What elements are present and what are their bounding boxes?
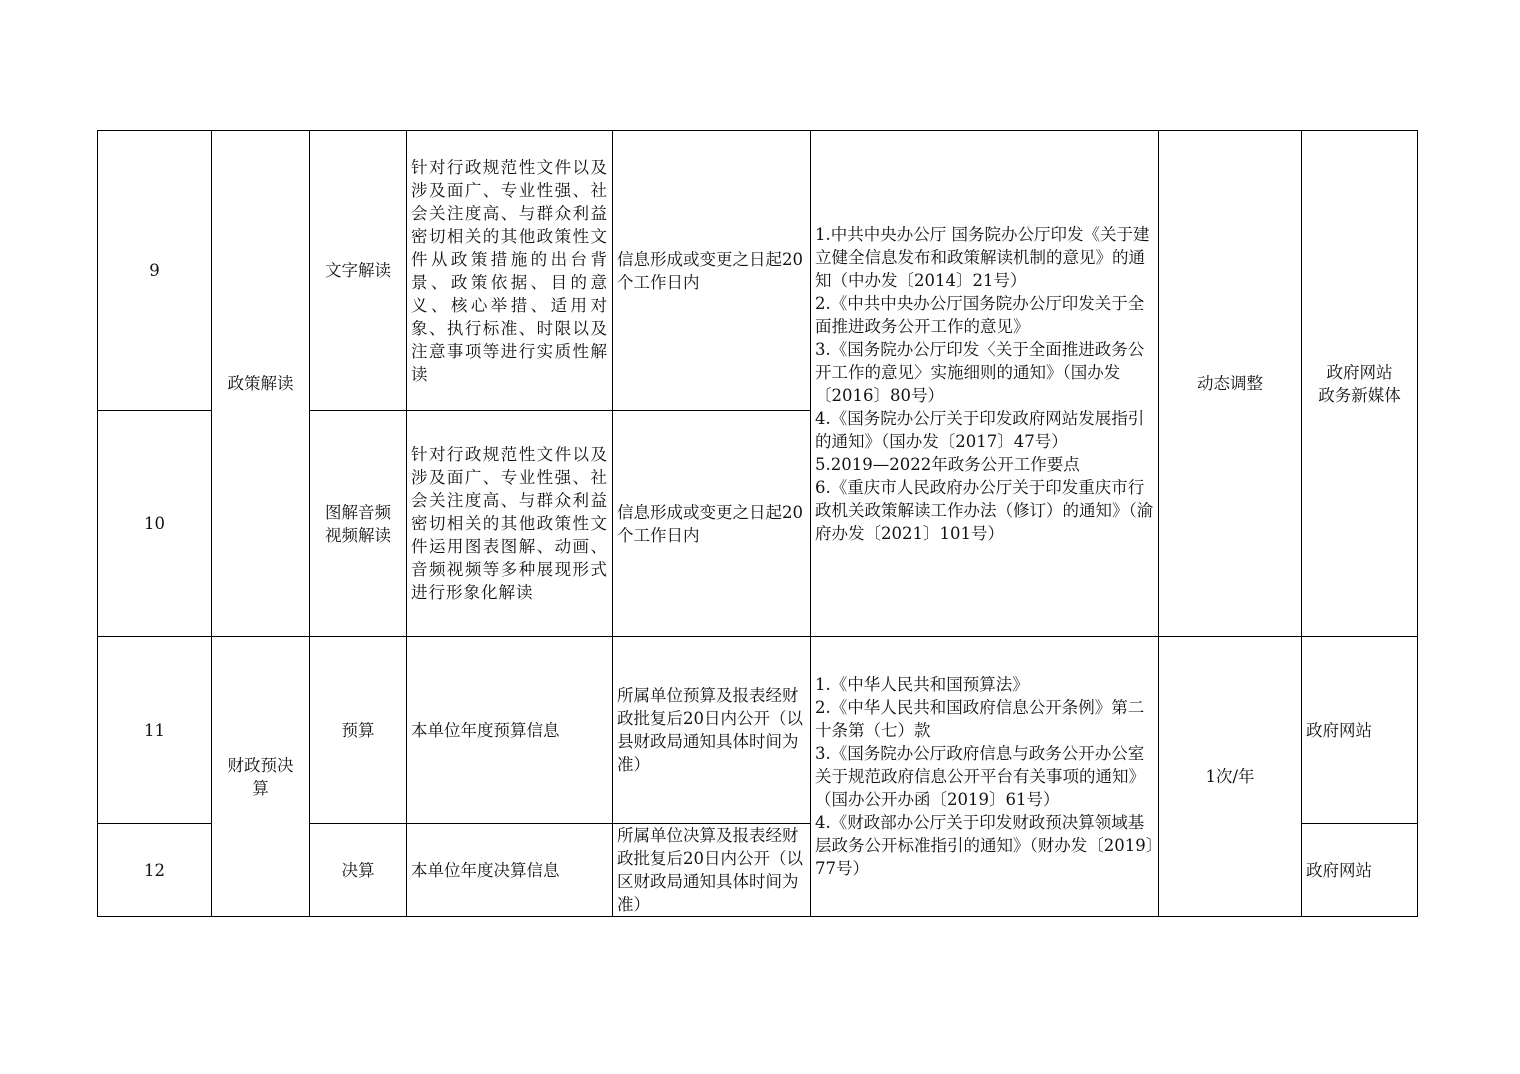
row-number: 11 bbox=[98, 637, 212, 824]
basis-item: 4.《国务院办公厅关于印发政府网站发展指引的通知》（国办发〔2017〕47号） bbox=[815, 408, 1145, 451]
category-cell: 政策解读 bbox=[212, 131, 310, 637]
disclosure-table bbox=[97, 130, 1418, 917]
table-row bbox=[98, 131, 1418, 411]
time-limit-cell: 信息形成或变更之日起20个工作日内 bbox=[613, 411, 811, 637]
basis-item: 1.中共中央办公厅 国务院办公厅印发《关于建立健全信息发布和政策解读机制的意见》的通知（中办发〔2014〕21号） bbox=[815, 224, 1150, 290]
row-number: 10 bbox=[98, 411, 212, 637]
channel-line: 政府网站 bbox=[1326, 362, 1393, 382]
channel-line: 政务新媒体 bbox=[1318, 385, 1401, 405]
frequency-cell: 1次/年 bbox=[1159, 637, 1302, 917]
basis-item: 1.《中华人民共和国预算法》 bbox=[815, 675, 1029, 694]
basis-item: 5.2019—2022年政务公开工作要点 bbox=[815, 454, 1080, 474]
basis-item: 3.《国务院办公厅印发〈关于全面推进政务公开工作的意见〉实施细则的通知》（国办发〔2016〕80号） bbox=[815, 339, 1145, 405]
time-limit-cell: 所属单位决算及报表经财政批复后20日内公开（以区财政局通知具体时间为准） bbox=[613, 824, 811, 917]
content-cell: 针对行政规范性文件以及涉及面广、专业性强、社会关注度高、与群众利益密切相关的其他政策性文件运用图表图解、动画、音频视频等多种展现形式进行形象化解读 bbox=[407, 411, 613, 637]
table-row bbox=[98, 637, 1418, 824]
channel-cell: 政府网站 bbox=[1302, 824, 1418, 917]
item-cell: 文字解读 bbox=[310, 131, 407, 411]
frequency-cell: 动态调整 bbox=[1159, 131, 1302, 637]
time-limit-cell: 信息形成或变更之日起20个工作日内 bbox=[613, 131, 811, 411]
basis-item: 6.《重庆市人民政府办公厅关于印发重庆市行政机关政策解读工作办法（修订）的通知》（渝府办发〔2021〕101号） bbox=[815, 477, 1154, 543]
row-number: 9 bbox=[98, 131, 212, 411]
basis-item: 3.《国务院办公厅政府信息与政务公开办公室关于规范政府信息公开平台有关事项的通知》（国办公开办函〔2019〕61号） bbox=[815, 744, 1145, 809]
item-cell: 图解音频视频解读 bbox=[310, 411, 407, 637]
content-cell: 针对行政规范性文件以及涉及面广、专业性强、社会关注度高、与群众利益密切相关的其他政策性文件从政策措施的出台背景、政策依据、目的意义、核心举措、适用对象、执行标准、时限以及注意事项等进行实质性解读 bbox=[407, 131, 613, 411]
channel-cell bbox=[1302, 131, 1418, 637]
time-limit-cell: 所属单位预算及报表经财政批复后20日内公开（以县财政局通知具体时间为准） bbox=[613, 637, 811, 824]
content-cell: 本单位年度预算信息 bbox=[407, 637, 613, 824]
basis-item: 2.《中共中央办公厅国务院办公厅印发关于全面推进政务公开工作的意见》 bbox=[815, 293, 1145, 336]
basis-item: 2.《中华人民共和国政府信息公开条例》第二十条第（七）款 bbox=[815, 698, 1145, 740]
item-cell: 预算 bbox=[310, 637, 407, 824]
channel-cell: 政府网站 bbox=[1302, 637, 1418, 824]
row-number: 12 bbox=[98, 824, 212, 917]
basis-cell bbox=[811, 637, 1159, 917]
basis-cell bbox=[811, 131, 1159, 637]
content-cell: 本单位年度决算信息 bbox=[407, 824, 613, 917]
category-cell: 财政预决算 bbox=[212, 637, 310, 917]
item-cell: 决算 bbox=[310, 824, 407, 917]
basis-item: 4.《财政部办公厅关于印发财政预决算领域基层政务公开标准指引的通知》（财办发〔2019〕77号） bbox=[815, 813, 1154, 878]
